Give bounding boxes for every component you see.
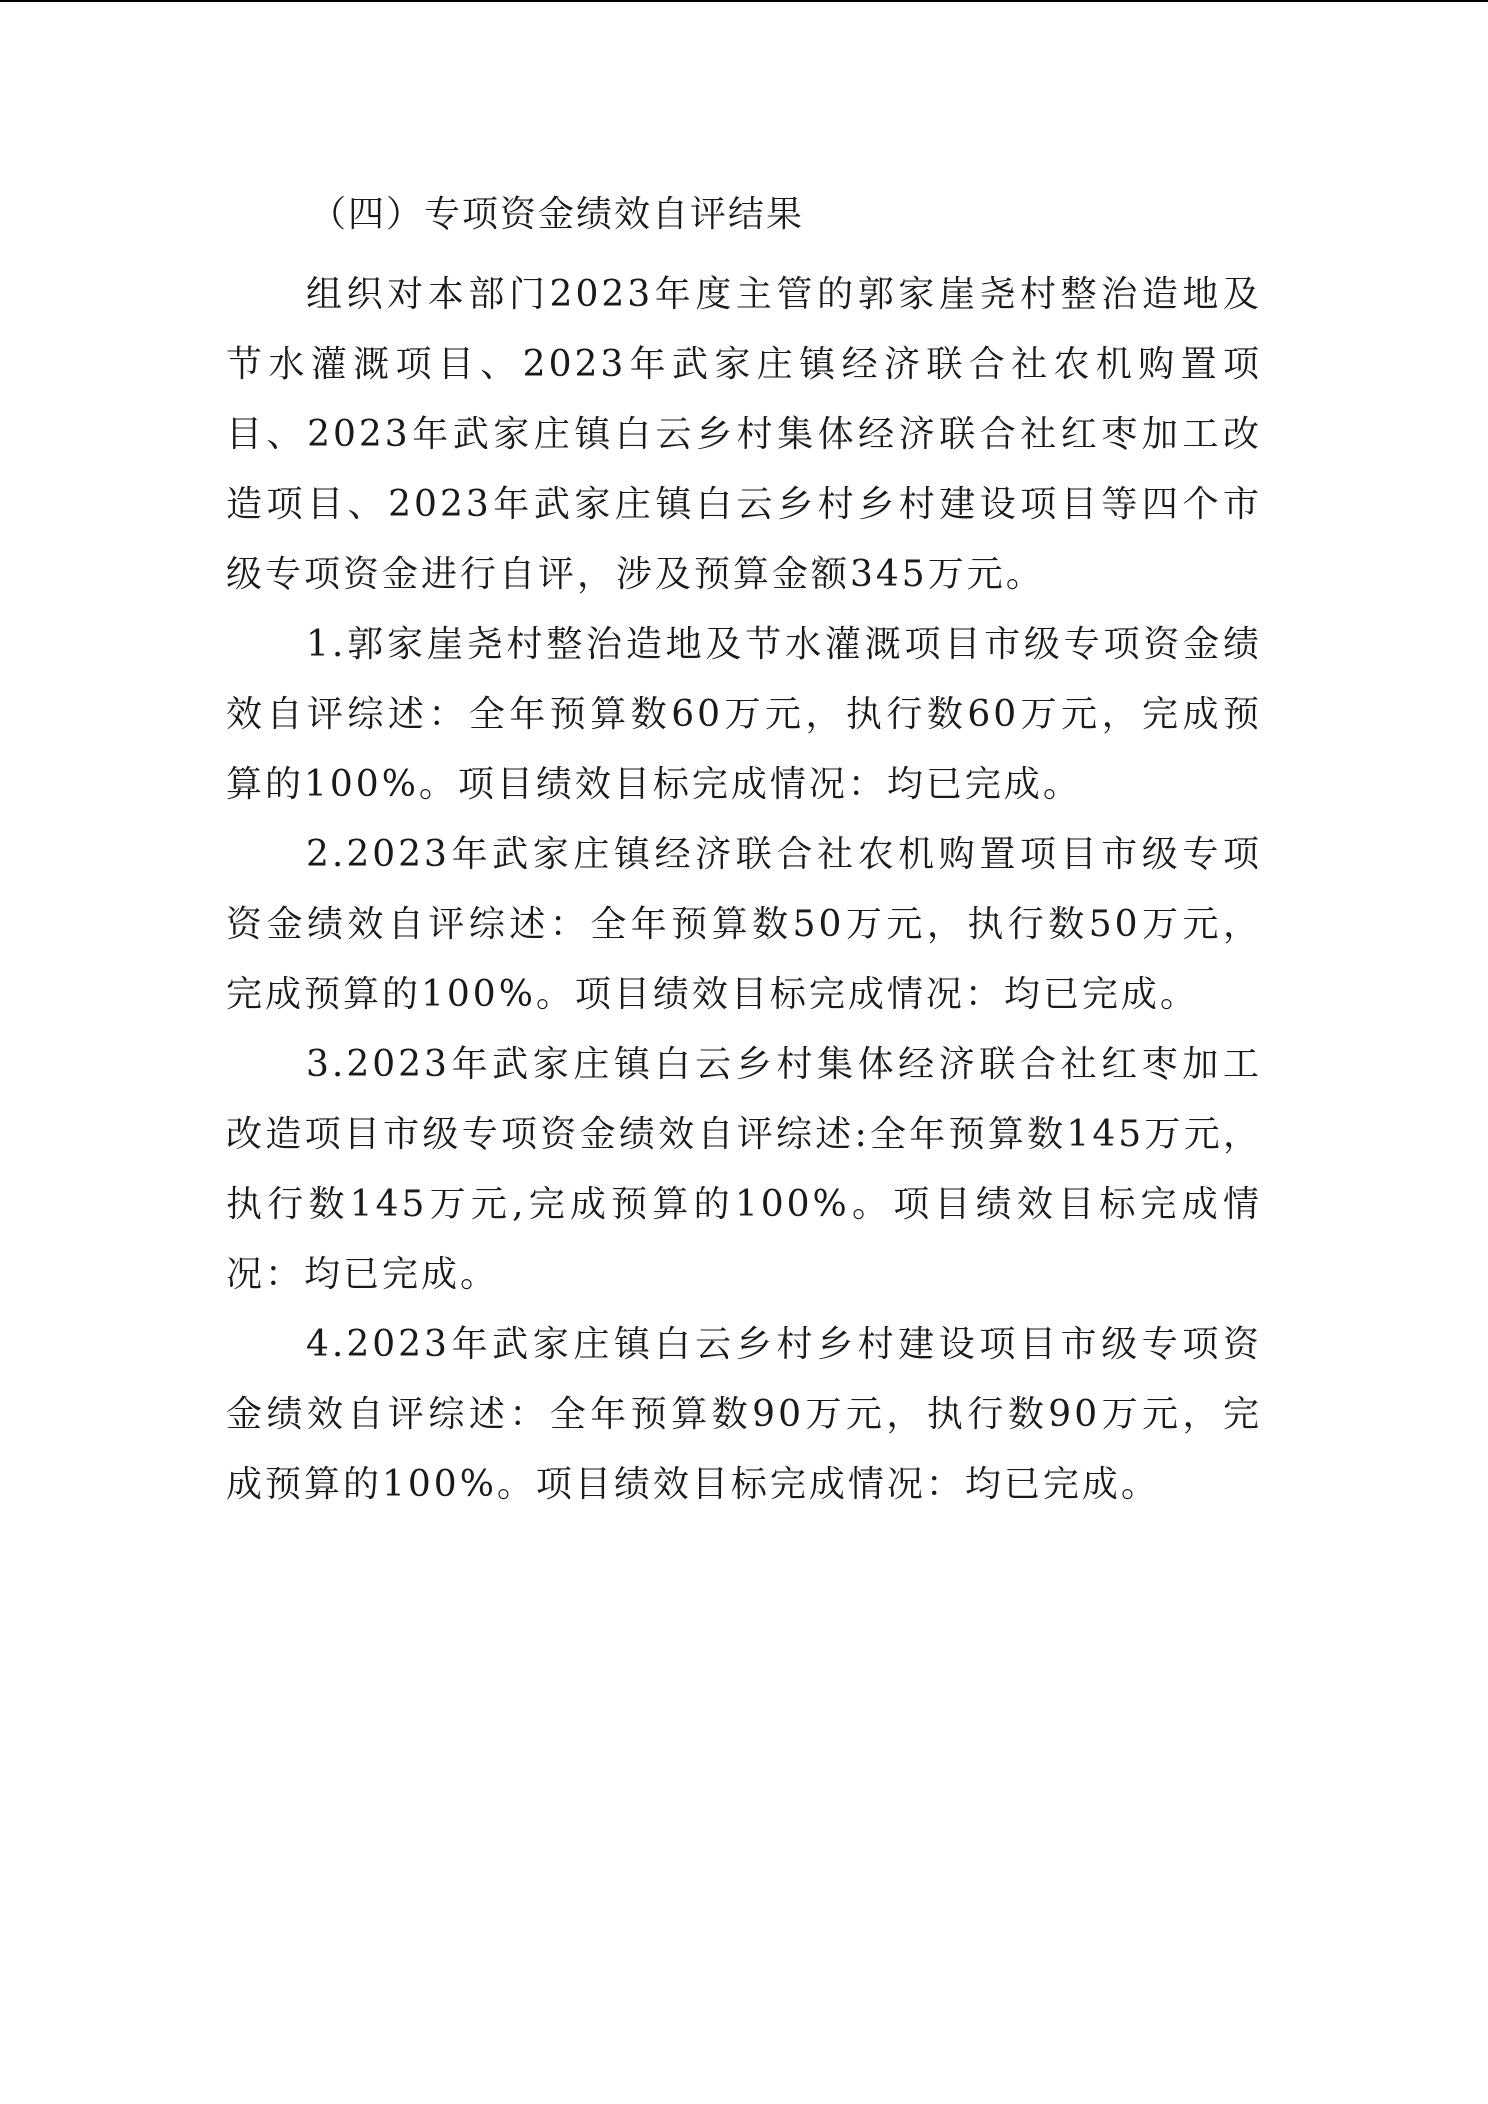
page-top-border bbox=[0, 0, 1488, 2]
project-3-paragraph: 3.2023年武家庄镇白云乡村集体经济联合社红枣加工改造项目市级专项资金绩效自评综述:全年预算数145万元，执行数145万元,完成预算的100%。项目绩效目标完成情况：均已完成。 bbox=[226, 1044, 1262, 1295]
document-page bbox=[226, 190, 1262, 1520]
project-4-paragraph: 4.2023年武家庄镇白云乡村乡村建设项目市级专项资金绩效自评综述：全年预算数90万元，执行数90万元，完成预算的100%。项目绩效目标完成情况：均已完成。 bbox=[226, 1324, 1262, 1505]
intro-paragraph: 组织对本部门2023年度主管的郭家崖尧村整治造地及节水灌溉项目、2023年武家庄镇经济联合社农机购置项目、2023年武家庄镇白云乡村集体经济联合社红枣加工改造项目、2023年武家庄镇白云乡村乡村建设项目等四个市级专项资金进行自评，涉及预算金额345万元。 bbox=[226, 274, 1262, 595]
project-2-paragraph: 2.2023年武家庄镇经济联合社农机购置项目市级专项资金绩效自评综述：全年预算数50万元，执行数50万元，完成预算的100%。项目绩效目标完成情况：均已完成。 bbox=[226, 834, 1262, 1015]
project-1-paragraph: 1.郭家崖尧村整治造地及节水灌溉项目市级专项资金绩效自评综述：全年预算数60万元，执行数60万元，完成预算的100%。项目绩效目标完成情况：均已完成。 bbox=[226, 624, 1262, 805]
section-heading: （四）专项资金绩效自评结果 bbox=[310, 194, 805, 235]
